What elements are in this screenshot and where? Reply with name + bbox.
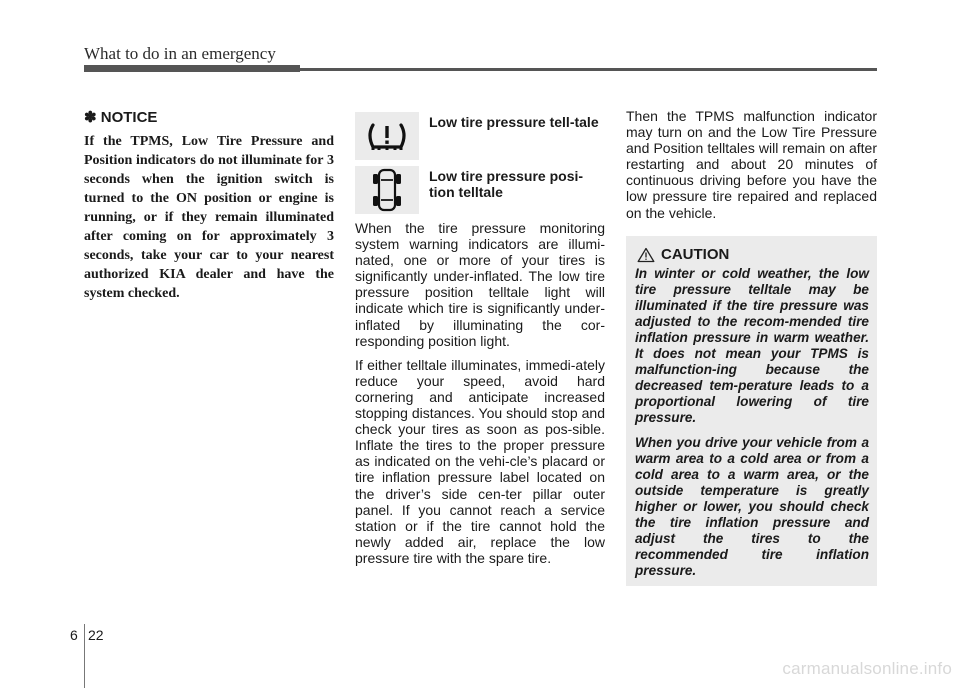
section-title: What to do in an emergency: [84, 44, 276, 63]
body-paragraph-1: When the tire pressure monitoring system warning indicators are illumi-nated, one or more of your tires is significantly under-inflated. The low tire pressure position telltale light will indicate which tire is significantly under-inflated by illuminating the cor-responding position light.: [355, 220, 605, 349]
caution-paragraph-2: When you drive your vehicle from a warm area to a cold area or from a cold area to a warm area, or the outside temperature is greatly higher or lower, you should check the tire inflation pressure and adjust the tires to the recommended tire inflation pressure.: [635, 435, 869, 578]
body-paragraph-2: If either telltale illuminates, immedi-ately reduce your speed, avoid hard cornering and anticipate increased stopping distances. You should stop and check your tires as soon as pos-sible. Inflate the tires to the proper pressure as indicated on the vehi-cle’s placard or tire inflation pressure label located on the driver’s side cen-ter pillar outer panel. If you cannot reach a service station or if the tire cannot hold the newly added air, replace the low pressure tire with the spare tire.: [355, 356, 605, 566]
telltale-column: [355, 112, 605, 574]
watermark: carmanualsonline.info: [782, 659, 952, 678]
footer-divider: [84, 624, 85, 688]
telltale-label-position: Low tire pressure posi-tion telltale: [429, 168, 584, 200]
caution-box: [626, 236, 877, 586]
caution-paragraph-1: In winter or cold weather, the low tire pressure telltale may be illuminated if the tire pressure was adjusted to the recom-mended tire inflation pressure in warm weather. It does not mean your TPMS is malfunction-ing because the decreased tem-perature leads to a proportional lowering of tire pressure.: [635, 266, 869, 425]
page-number: 22: [88, 627, 104, 643]
header-tab-bar: [84, 65, 300, 72]
caution-heading: CAUTION: [661, 246, 730, 263]
telltale-row-position: [355, 166, 605, 214]
tire-position-telltale-icon: [355, 166, 419, 214]
chapter-number: 6: [70, 627, 78, 643]
right-column: [626, 108, 877, 229]
telltale-label-pressure: Low tire pressure tell-tale: [429, 114, 599, 130]
body-paragraph-3: Then the TPMS malfunction indicator may turn on and the Low Tire Pressure and Position telltales will remain on after restarting and about 20 minutes of continuous driving before you have the low pressure tire repaired and replaced on the vehicle.: [626, 108, 877, 221]
notice-column: [84, 108, 334, 303]
low-tire-pressure-telltale-icon: [355, 112, 419, 160]
notice-body: If the TPMS, Low Tire Pressure and Position indicators do not illuminate for 3 seconds when the ignition switch is turned to the ON position or engine is running, or if they remain illuminated after coming on for approximately 3 seconds, take your car to your nearest authorized KIA dealer and have the system checked.: [84, 134, 334, 301]
caution-text: [635, 266, 869, 588]
notice-heading: ✽ NOTICE: [84, 109, 158, 126]
warning-triangle-icon: [637, 247, 655, 263]
caution-header: [637, 246, 729, 263]
telltale-row-pressure: [355, 112, 605, 160]
